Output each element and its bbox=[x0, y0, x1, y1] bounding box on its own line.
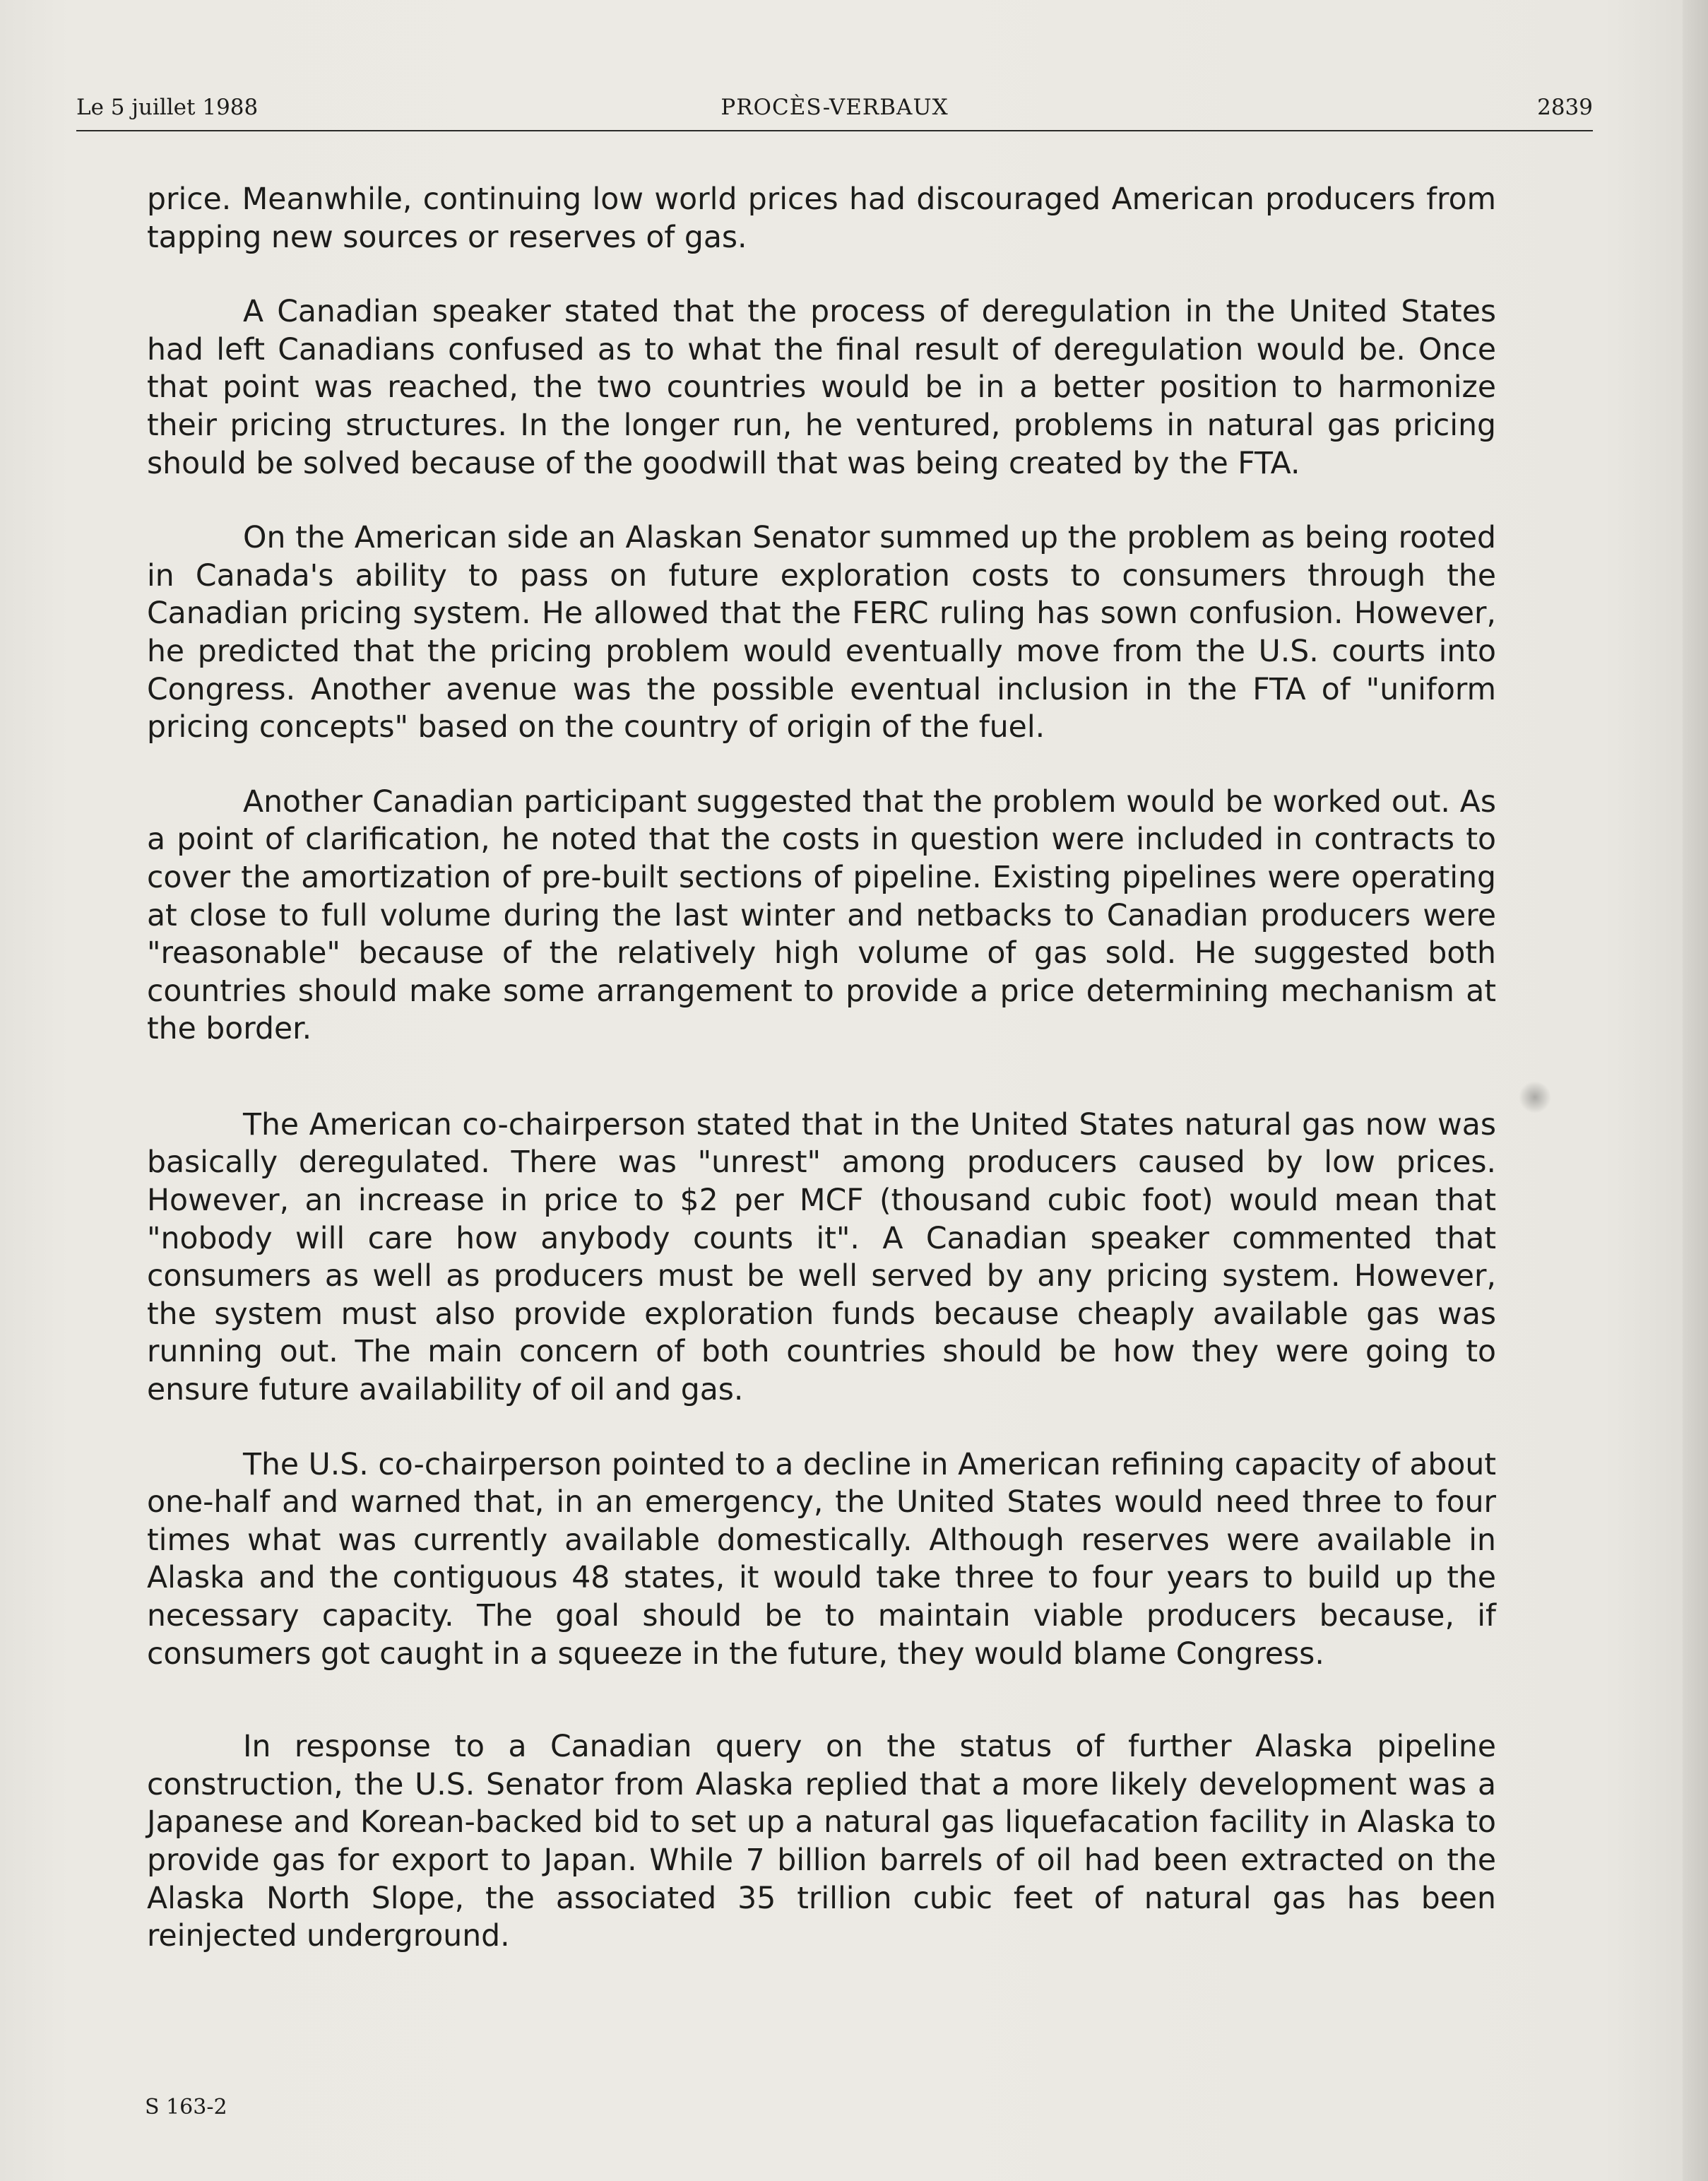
paragraph-7: In response to a Canadian query on the status of further Alaska pipeline construction, the U.S. Senator from Alaska replied that a more likely development was a Japanese and Korean-backed bid to set up a natural gas liquefacation facility in Alaska to provide gas for export to Japan. While 7 billion barrels of oil had been extracted on the Alaska North Slope, the associated 35 trillion cubic feet of natural gas has been reinjected underground. bbox=[147, 1730, 1496, 1954]
signature-mark: S 163-2 bbox=[145, 2095, 227, 2120]
paragraph-3: On the American side an Alaskan Senator summed up the problem as being rooted in Canada's ability to pass on future exploration costs to consumers through the Canadian pricing system. He allowed that the FERC ruling has sown confusion. However, he predicted that the pricing problem would eventually move from the U.S. courts into Congress. Another avenue was the possible eventual inclusion in the FTA of "uniform pricing concepts" based on the country of origin of the fuel. bbox=[147, 521, 1496, 745]
page-edge bbox=[1683, 0, 1708, 2181]
paragraph-5: The American co-chairperson stated that in the United States natural gas now was basically deregulated. There was "unrest" among producers caused by low prices. However, an increase in price to $2 per MCF (thousand cubic foot) would mean that "nobody will care how anybody counts it". A Canadian speaker commented that consumers as well as producers must be well served by any pricing system. However, the system must also provide exploration funds because cheaply available gas was running out. The main concern of both countries should be how they were going to ensure future availability of oil and gas. bbox=[147, 1107, 1496, 1408]
header-page-number: 2839 bbox=[1537, 95, 1593, 120]
body-text bbox=[147, 181, 1496, 1992]
scan-mark bbox=[1519, 1081, 1551, 1113]
paragraph-2: A Canadian speaker stated that the process of deregulation in the United States had left Canadians confused as to what the final result of deregulation would be. Once that point was reached, the two countries would be in a better position to harmonize their pricing structures. In the longer run, he ventured, problems in natural gas pricing should be solved because of the goodwill that was being created by the FTA. bbox=[147, 295, 1496, 481]
paragraph-1: price. Meanwhile, continuing low world prices had discouraged American producers from tapping new sources or reserves of gas. bbox=[147, 182, 1496, 255]
paragraph-4: Another Canadian participant suggested that the problem would be worked out. As a point of clarification, he noted that the costs in question were included in contracts to cover the amortization of pre-built sections of pipeline. Existing pipelines were operating at close to full volume during the last winter and netbacks to Canadian producers were "reasonable" because of the relatively high volume of gas sold. He suggested both countries should make some arrangement to provide a price determining mechanism at the border. bbox=[147, 784, 1496, 1047]
paragraph-6: The U.S. co-chairperson pointed to a decline in American refining capacity of about one-half and warned that, in an emergency, the United States would need three to four times what was currently available domestically. Although reserves were available in Alaska and the contiguous 48 states, it would take three to four years to build up the necessary capacity. The goal should be to maintain viable producers because, if consumers got caught in a squeeze in the future, they would blame Congress. bbox=[147, 1447, 1496, 1672]
running-header bbox=[76, 90, 1593, 131]
header-title: PROCÈS-VERBAUX bbox=[720, 95, 949, 120]
header-date: Le 5 juillet 1988 bbox=[76, 95, 259, 120]
